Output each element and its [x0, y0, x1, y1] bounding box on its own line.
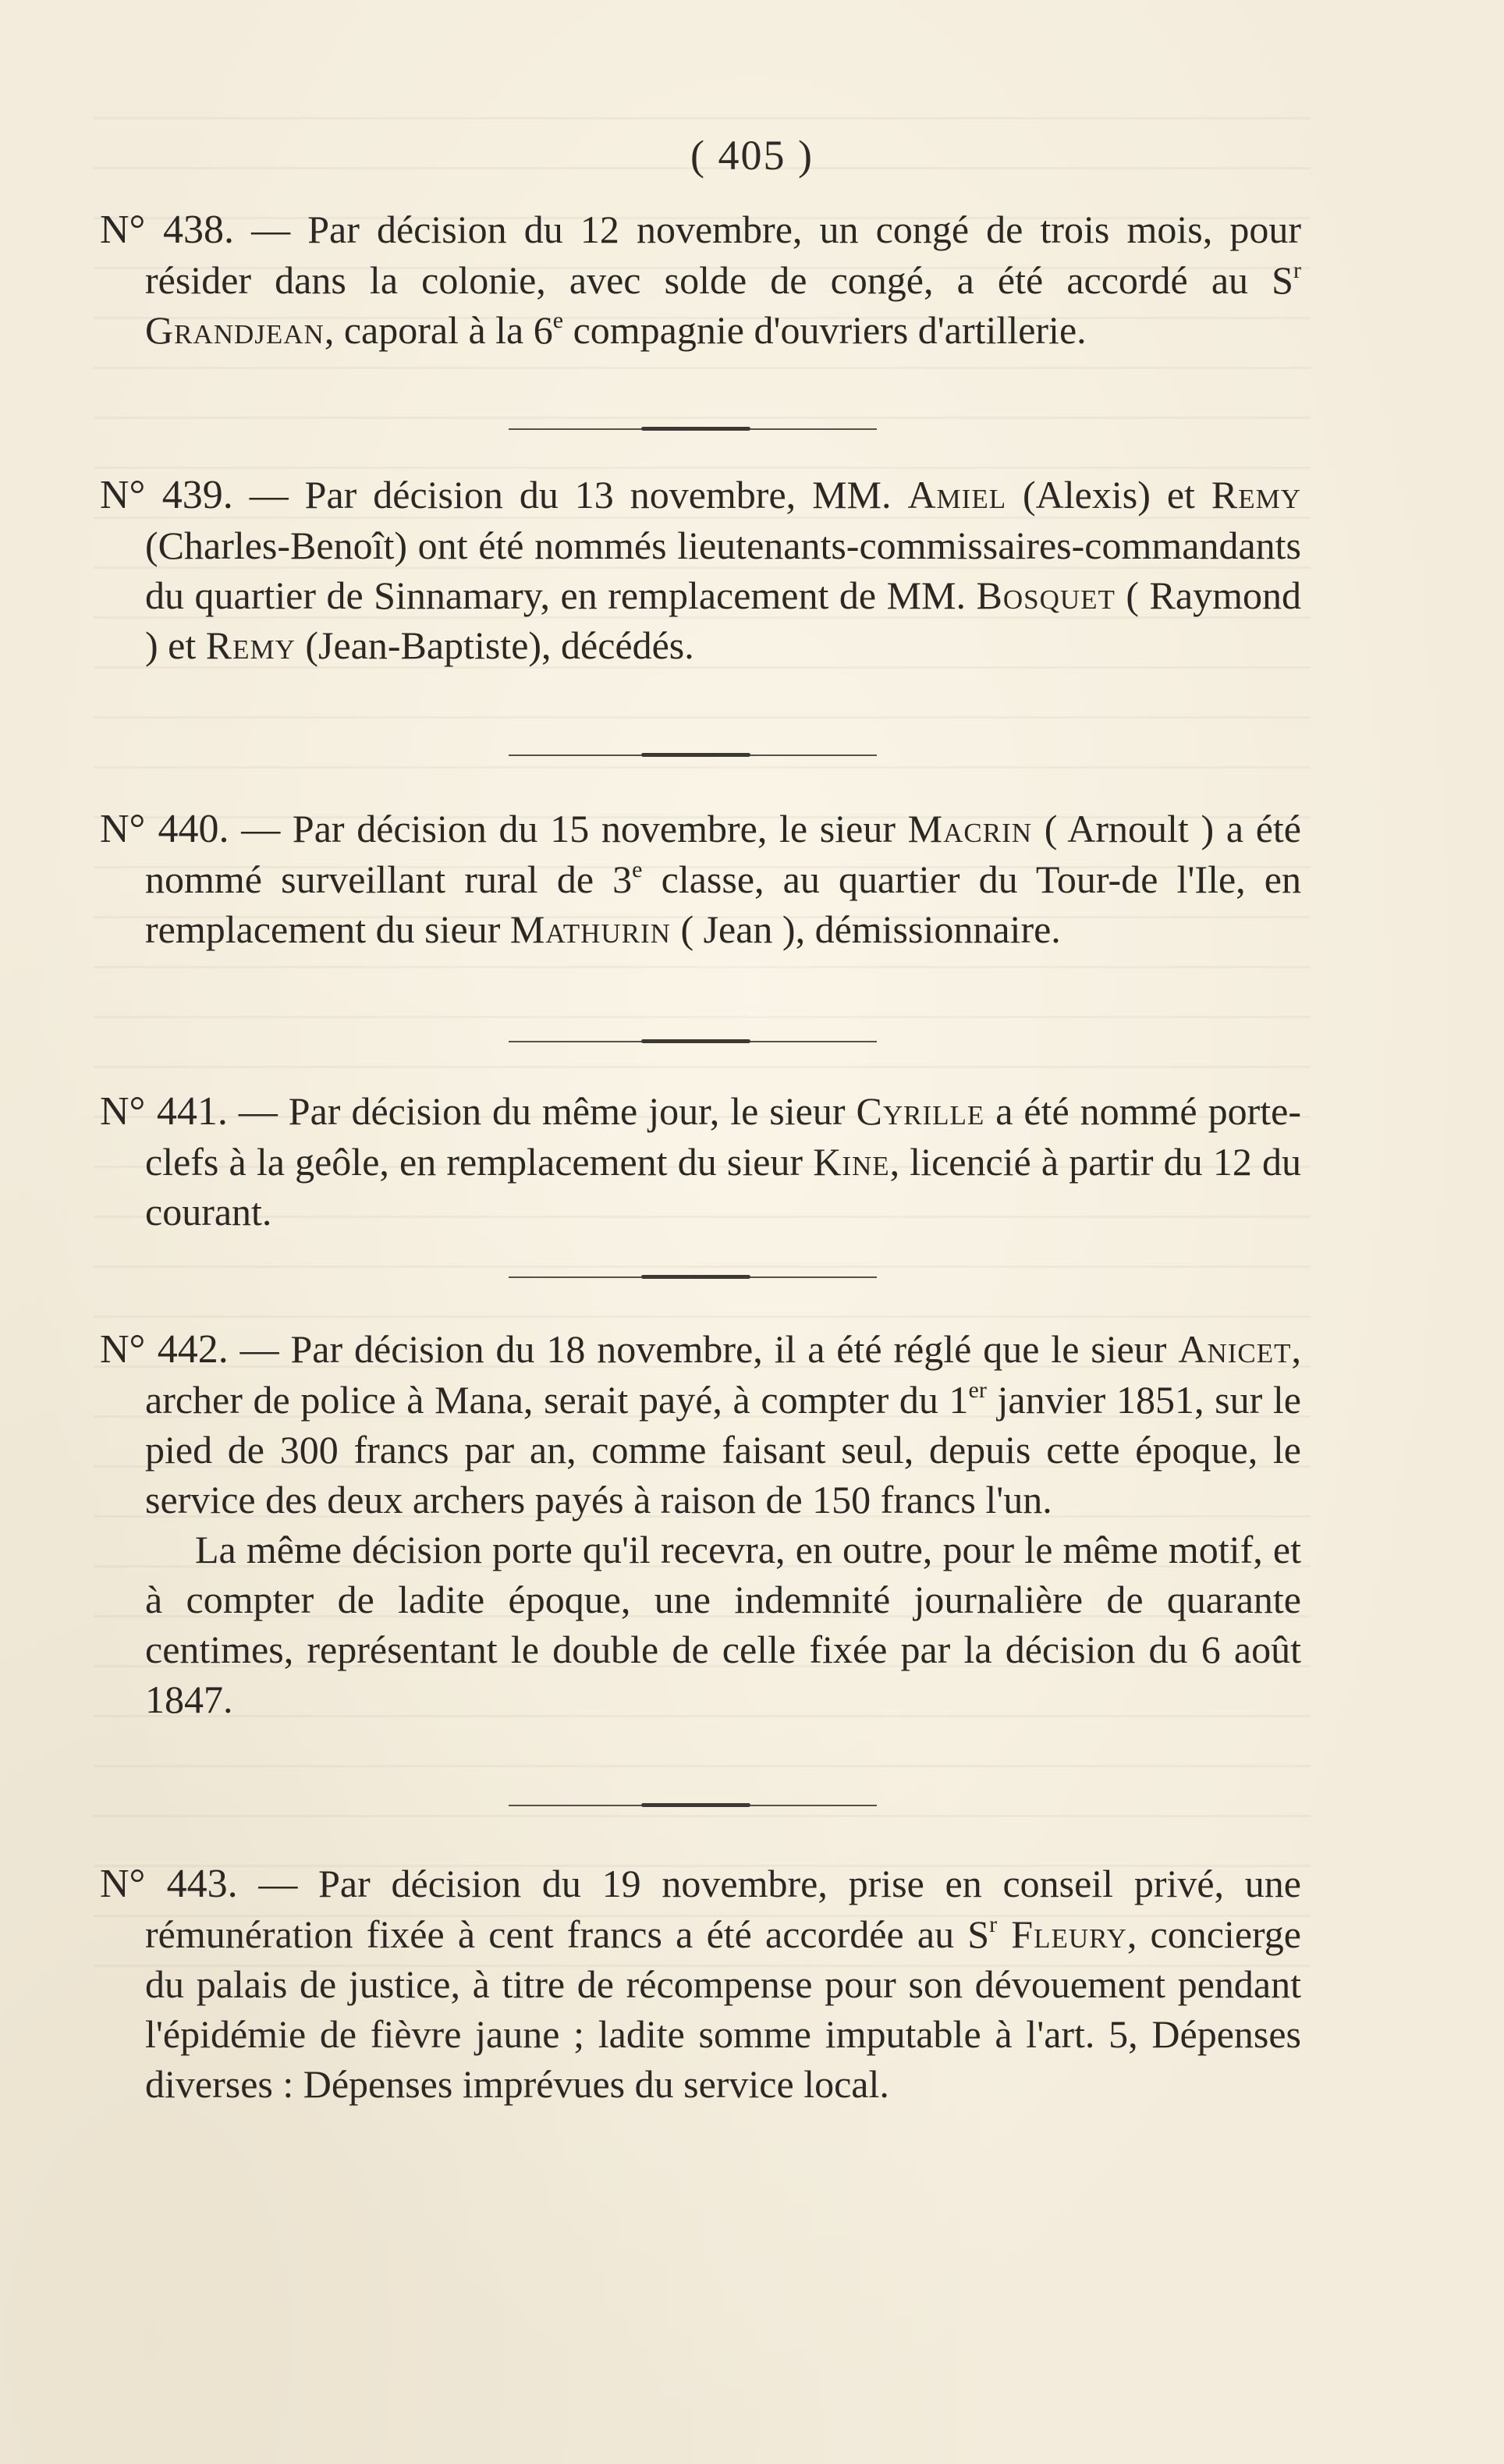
separator-rule	[509, 750, 877, 761]
entry-438	[100, 204, 1301, 355]
entry-text	[145, 473, 1301, 667]
text-run: a été nommé porte-clefs à la geôle, en remplacement du sieur	[145, 1089, 1301, 1184]
text-run: — Par décision du 12 novembre, un congé de trois mois, pour résider dans la colonie, avec solde de congé, a été accordé au S	[145, 208, 1301, 302]
entry-text	[145, 208, 1301, 352]
entry-440	[100, 804, 1301, 954]
superscript: r	[989, 1912, 998, 1937]
entry-continuation: La même décision porte qu'il recevra, en outre, pour le même motif, et à compter de ladite époque, une indemnité journalière de quarante centimes, représentant le double de celle fixée par la décision du 6 août 1847.	[145, 1528, 1301, 1721]
entry-text	[145, 807, 1301, 951]
entry-paragraph	[100, 804, 1301, 954]
text-run: (Alexis) et	[1006, 473, 1211, 517]
entry-443	[100, 1859, 1301, 2109]
text-run: , caporal à la 6	[324, 308, 553, 352]
proper-name: Bosquet	[976, 573, 1116, 617]
entry-paragraph	[100, 1086, 1301, 1237]
entry-text	[145, 1327, 1301, 1521]
superscript: e	[632, 857, 643, 882]
proper-name: Remy	[205, 623, 296, 667]
entry-paragraph	[100, 1859, 1301, 2109]
entry-paragraph	[100, 470, 1301, 670]
text-run: (Jean-Baptiste), décédés.	[295, 623, 694, 667]
text-run: — Par décision du 18 novembre, il a été réglé que le sieur	[228, 1327, 1179, 1371]
entry-paragraph	[100, 204, 1301, 355]
text-run: janvier 1851, sur le pied de 300 francs par an, comme faisant seul, depuis cette époque, le service des deux archers payés à raison de 150 francs l'un.	[145, 1378, 1301, 1521]
separator-rule	[509, 1800, 877, 1811]
text-run: ( Arnoult ) a été nommé surveillant rural de 3	[145, 807, 1301, 901]
text-run: — Par décision du 19 novembre, prise en conseil privé, une rémunération fixée à cent francs a été accordée au S	[145, 1862, 1301, 1956]
entry-number: N° 438.	[100, 208, 234, 252]
entry-number: N° 441.	[100, 1089, 228, 1134]
separator-rule	[509, 1036, 877, 1047]
text-run: — Par décision du 15 novembre, le sieur	[229, 807, 908, 850]
text-run: , concierge du palais de justice, à titre de récompense pour son dévouement pendant l'épidémie de fièvre jaune ; ladite somme imputable à l'art. 5, Dépenses diverses : Dépenses imprévues du service local.	[145, 1912, 1301, 2106]
entry-number: N° 439.	[100, 473, 233, 517]
proper-name: Kine	[813, 1140, 890, 1184]
text-run: ( Jean ), démissionnaire.	[670, 907, 1061, 951]
entry-441	[100, 1086, 1301, 1237]
proper-name: Fleury	[997, 1912, 1127, 1956]
text-run: , licencié à partir du 12 du courant.	[145, 1140, 1301, 1234]
proper-name: Mathurin	[509, 907, 671, 951]
proper-name: Remy	[1211, 473, 1301, 517]
separator-rule	[509, 424, 877, 435]
text-run: , archer de police à Mana, serait payé, à compter du 1	[145, 1327, 1301, 1422]
entry-number: N° 443.	[100, 1862, 238, 1906]
entry-439	[100, 470, 1301, 670]
superscript: e	[552, 307, 564, 333]
proper-name: Macrin	[907, 807, 1033, 850]
text-run: — Par décision du 13 novembre, MM.	[232, 473, 908, 517]
entry-number: N° 442.	[100, 1327, 229, 1372]
page-number: ( 405 )	[690, 132, 814, 179]
text-run: — Par décision du même jour, le sieur	[227, 1089, 857, 1133]
entry-442	[100, 1324, 1301, 1724]
separator-rule	[509, 1272, 877, 1283]
proper-name: Grandjean	[145, 308, 325, 352]
proper-name: Anicet	[1178, 1327, 1292, 1371]
text-run: compagnie d'ouvriers d'artillerie.	[563, 308, 1087, 352]
entry-text	[145, 1089, 1301, 1234]
text-run: (Charles-Benoît) ont été nommés lieutenants-commissaires-commandants du quartier de Sinnamary, en remplacement de MM.	[145, 524, 1301, 617]
proper-name: Cyrille	[856, 1089, 985, 1133]
text-run: ( Raymond ) et	[145, 573, 1301, 667]
superscript: r	[1293, 257, 1301, 283]
superscript: er	[968, 1377, 987, 1403]
entry-paragraph	[100, 1324, 1301, 1525]
entry-text	[145, 1862, 1301, 2106]
entry-number: N° 440.	[100, 807, 229, 851]
proper-name: Amiel	[907, 473, 1007, 517]
text-run: classe, au quartier du Tour-de l'Ile, en remplacement du sieur	[145, 857, 1301, 951]
